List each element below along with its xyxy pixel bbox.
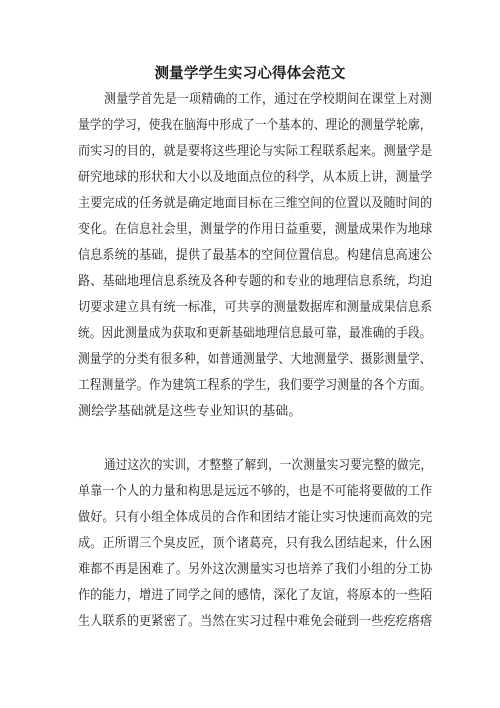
paragraph-line: 研究地球的形状和大小以及地面点位的科学，从本质上讲，测量学: [78, 170, 433, 185]
paragraph-line: 单靠一个人的力量和构思是远远不够的，也是不可能将要做的工作: [78, 484, 433, 499]
paragraph-line: 测量学的分类有很多种，如普通测量学、大地测量学、摄影测量学、: [78, 352, 432, 367]
paragraph-line: 变化。在信息社会里，测量学的作用日益重要，测量成果作为地球: [78, 222, 433, 237]
paragraph-line: 主要完成的任务就是确定地面目标在三维空间的位置以及随时间的: [78, 196, 433, 211]
paragraph-line: 路、基础地理信息系统及各种专题的和专业的地理信息系统，均迫: [78, 274, 433, 289]
paragraph-line: 测量学首先是一项精确的工作，通过在学校期间在课堂上对测: [104, 92, 433, 107]
document-title: 测量学学生实习心得体会范文: [154, 65, 346, 82]
paragraph-line: 通过这次的实训，才整整了解到，一次测量实习要完整的做完，: [104, 458, 433, 473]
paragraph-line: 工程测量学。作为建筑工程系的学生，我们要学习测量的各个方面。: [78, 378, 432, 393]
paragraph-line: 切要求建立具有统一标准，可共享的测量数据库和测量成果信息系: [78, 300, 433, 315]
paragraph-line: 量学的学习，使我在脑海中形成了一个基本的、理论的测量学轮廓，: [78, 118, 432, 133]
paragraph-line: 难都不再是困难了。另外这次测量实习也培养了我们小组的分工协: [78, 562, 433, 577]
paragraph-line: 测绘学基础就是这些专业知识的基础。: [78, 404, 302, 419]
paragraph-line: 信息系统的基础，提供了最基本的空间位置信息。构建信息高速公: [78, 248, 433, 263]
paragraph-line: 统。因此测量成为获取和更新基础地理信息最可靠，最准确的手段。: [78, 326, 432, 341]
paragraph-line: 生人联系的更紧密了。当然在实习过程中难免会碰到一些疙疙瘩瘩: [78, 614, 433, 629]
paragraph-line: 成。正所谓三个臭皮匠，顶个诸葛亮，只有我么团结起来，什么困: [78, 536, 433, 551]
paragraph-line: 而实习的目的，就是要将这些理论与实际工程联系起来。测量学是: [78, 144, 433, 159]
paragraph-line: 作的能力，增进了同学之间的感情，深化了友谊，将原本的一些陌: [78, 588, 433, 603]
paragraph-line: 做好。只有小组全体成员的合作和团结才能让实习快速而高效的完: [78, 510, 433, 525]
